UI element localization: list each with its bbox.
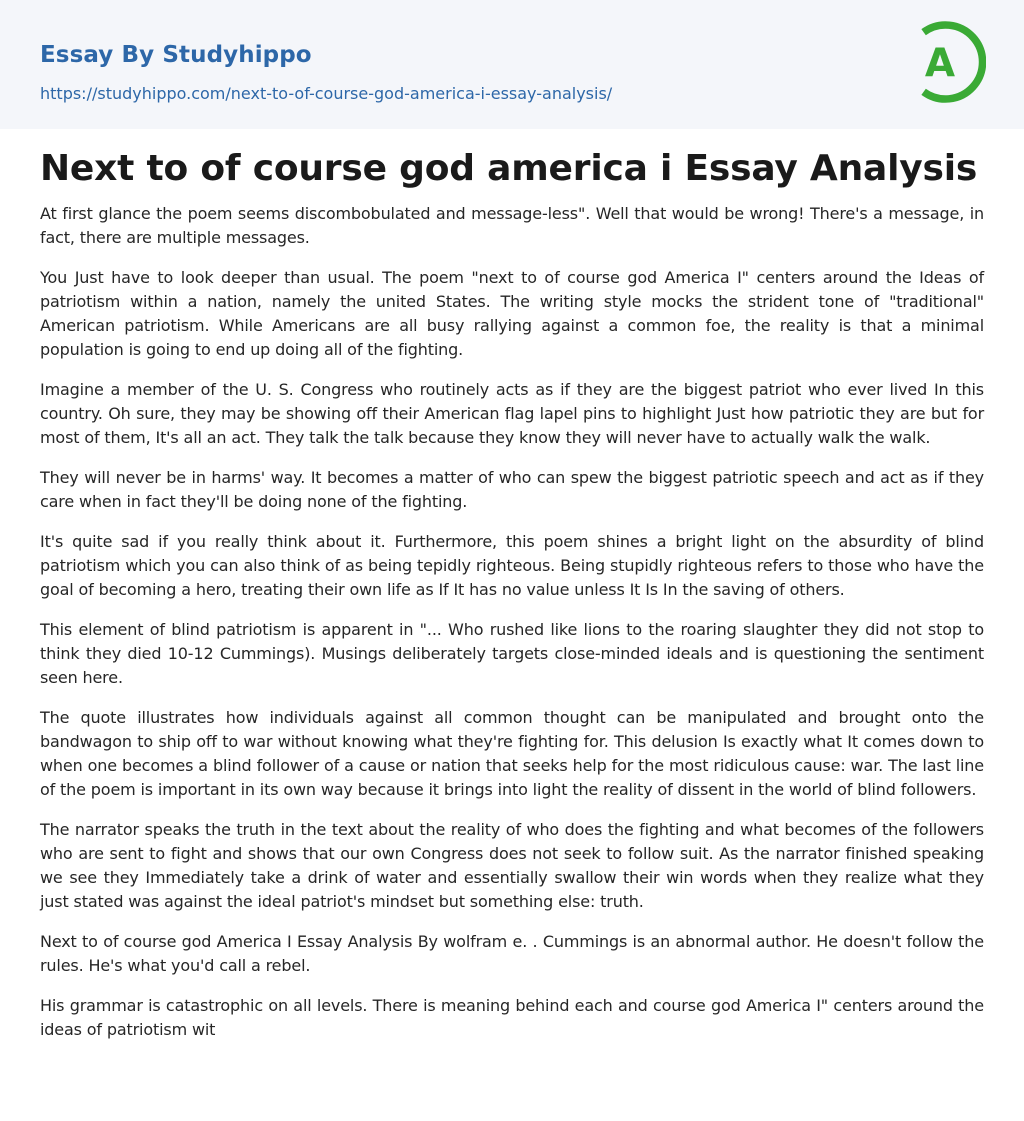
- paragraph-1: At first glance the poem seems discombobulated and message-less". Well that would be wrong! There's a message, in fact, there are multiple messages.: [40, 204, 984, 247]
- studyhippo-logo-icon[interactable]: [914, 20, 986, 104]
- page-title: Next to of course god america i Essay Analysis: [40, 148, 978, 189]
- logo-letter: A: [924, 41, 956, 86]
- paragraph-4: They will never be in harms' way. It becomes a matter of who can spew the biggest patriotic speech and act as if they care when in fact they'll be doing none of the fighting.: [40, 468, 984, 511]
- paragraph-6: This element of blind patriotism is apparent in "... Who rushed like lions to the roaring slaughter they did not stop to think they died 10-12 Cummings). Musings deliberately targets close-minded ideals and is questioning the sentiment seen here.: [40, 620, 984, 687]
- paragraph-10: His grammar is catastrophic on all levels. There is meaning behind each and course god America I" centers around the ideas of patriotism wit: [40, 996, 984, 1039]
- site-header: [0, 0, 1024, 129]
- paragraph-8: The narrator speaks the truth in the text about the reality of who does the fighting and what becomes of the followers who are sent to fight and shows that our own Congress does not seek to follow suit. As the narrator finished speaking we see they Immediately take a drink of water and essentially swallow their win words when they realize what they just stated was against the ideal patriot's mindset but something else: truth.: [40, 820, 984, 911]
- article: [0, 129, 1024, 1042]
- paragraph-9: Next to of course god America I Essay Analysis By wolfram e. . Cummings is an abnormal author. He doesn't follow the rules. He's what you'd call a rebel.: [40, 932, 984, 975]
- brand-title[interactable]: Essay By Studyhippo: [40, 42, 312, 68]
- paragraph-2: You Just have to look deeper than usual. The poem "next to of course god America I" centers around the Ideas of patriotism within a nation, namely the united States. The writing style mocks the strident tone of "traditional" American patriotism. While Americans are all busy rallying against a common foe, the reality is that a minimal population is going to end up doing all of the fighting.: [40, 268, 984, 359]
- paragraph-3: Imagine a member of the U. S. Congress who routinely acts as if they are the biggest patriot who ever lived In this country. Oh sure, they may be showing off their American flag lapel pins to highlight Just how patriotic they are but for most of them, It's all an act. They talk the talk because they know they will never have to actually walk the walk.: [40, 380, 984, 447]
- paragraph-5: It's quite sad if you really think about it. Furthermore, this poem shines a bright light on the absurdity of blind patriotism which you can also think of as being tepidly righteous. Being stupidly righteous refers to those who have the goal of becoming a hero, treating their own life as If It has no value unless It Is In the saving of others.: [40, 532, 984, 599]
- source-url-link[interactable]: https://studyhippo.com/next-to-of-course-god-america-i-essay-analysis/: [40, 84, 613, 103]
- paragraph-7: The quote illustrates how individuals against all common thought can be manipulated and brought onto the bandwagon to ship off to war without knowing what they're fighting for. This delusion Is exactly what It comes down to when one becomes a blind follower of a cause or nation that seeks help for the most ridiculous cause: war. The last line of the poem is important in its own way because it brings into light the reality of dissent in the world of blind followers.: [40, 708, 984, 799]
